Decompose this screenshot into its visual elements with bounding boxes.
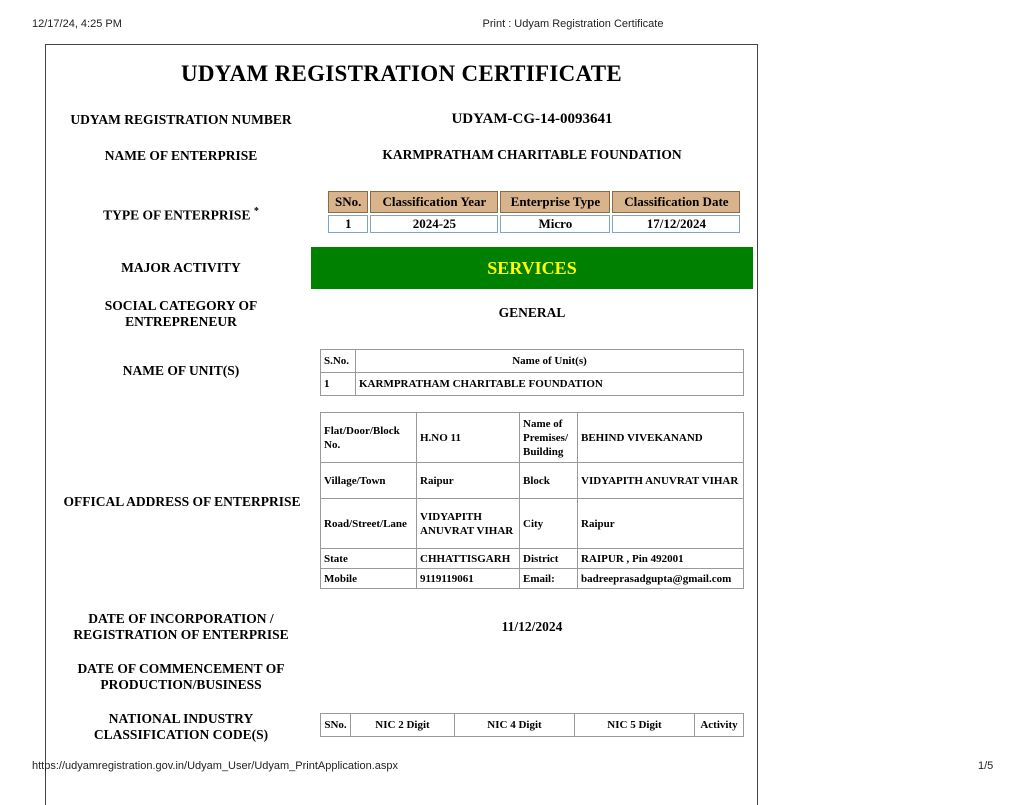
type-th-sno: SNo. [328,191,368,213]
address-row [321,463,744,499]
social-category: GENERAL [498,305,566,320]
nic-th-4digit: NIC 4 Digit [455,714,575,737]
nic-th-2digit: NIC 2 Digit [351,714,455,737]
reg-number: UDYAM-CG-14-0093641 [451,111,613,127]
commencement-label [58,661,304,693]
nic-table-header [321,714,744,737]
addr-premises-label: Name of Premises/ Building [520,413,578,463]
type-td-date: 17/12/2024 [612,215,740,233]
addr-city: Raipur [578,499,744,549]
print-page-number: 1/5 [978,760,994,772]
addr-road: VIDYAPITH ANUVRAT VIHAR [417,499,520,549]
addr-district: RAIPUR , Pin 492001 [578,549,744,569]
commencement-label-line2: PRODUCTION/BUSINESS [100,677,262,692]
units-th-name: Name of Unit(s) [356,350,744,373]
units-table-row [321,373,744,396]
addr-state-label: State [321,549,417,569]
social-category-label [58,298,304,330]
certificate-title: UDYAM REGISTRATION CERTIFICATE [180,61,622,86]
addr-village: Raipur [417,463,520,499]
major-activity-label: MAJOR ACTIVITY [121,260,241,275]
units-td-name: KARMPRATHAM CHARITABLE FOUNDATION [356,373,744,396]
address-table [320,412,744,589]
nic-th-sno: SNo. [321,714,351,737]
addr-mobile-label: Mobile [321,569,417,589]
type-table-row [328,215,740,233]
units-label: NAME OF UNIT(S) [122,363,240,378]
reg-number-label: UDYAM REGISTRATION NUMBER [70,112,292,127]
type-td-sno: 1 [328,215,368,233]
nic-th-5digit: NIC 5 Digit [575,714,695,737]
incorporation-label-line2: REGISTRATION OF ENTERPRISE [73,627,289,642]
address-row [321,413,744,463]
addr-district-label: District [520,549,578,569]
units-th-sno: S.No. [321,350,356,373]
enterprise-name-label: NAME OF ENTERPRISE [104,148,258,163]
addr-premises: BEHIND VIVEKANAND [578,413,744,463]
type-td-year: 2024-25 [370,215,498,233]
type-th-type: Enterprise Type [500,191,610,213]
addr-block-label: Block [520,463,578,499]
print-title: Print : Udyam Registration Certificate [482,18,664,30]
addr-email: badreeprasadgupta@gmail.com [578,569,744,589]
units-table [320,349,744,396]
commencement-label-line1: DATE OF COMMENCEMENT OF [77,661,285,676]
addr-flat-label: Flat/Door/Block No. [321,413,417,463]
addr-flat: H.NO 11 [417,413,520,463]
nic-label [58,711,304,743]
addr-village-label: Village/Town [321,463,417,499]
type-th-date: Classification Date [612,191,740,213]
type-td-type: Micro [500,215,610,233]
nic-table [320,713,744,737]
addr-road-label: Road/Street/Lane [321,499,417,549]
enterprise-name: KARMPRATHAM CHARITABLE FOUNDATION [382,147,682,162]
type-table-header [328,191,740,213]
major-activity-banner: SERVICES [311,247,753,289]
nic-th-activity: Activity [695,714,744,737]
units-table-header [321,350,744,373]
social-category-label-line1: SOCIAL CATEGORY OF [104,298,258,313]
addr-block: VIDYAPITH ANUVRAT VIHAR [578,463,744,499]
print-url: https://udyamregistration.gov.in/Udyam_User/Udyam_PrintApplication.aspx [32,760,399,772]
address-label: OFFICAL ADDRESS OF ENTERPRISE [63,494,301,509]
print-datetime: 12/17/24, 4:25 PM [32,18,122,30]
social-category-label-line2: ENTREPRENEUR [125,314,237,329]
type-table [326,189,742,235]
addr-state: CHHATTISGARH [417,549,520,569]
nic-label-line1: NATIONAL INDUSTRY [108,711,254,726]
type-label-text: TYPE OF ENTERPRISE [103,207,251,223]
address-row [321,499,744,549]
units-td-sno: 1 [321,373,356,396]
address-row [321,569,744,589]
incorporation-label-line1: DATE OF INCORPORATION / [88,611,274,626]
type-asterisk: * [253,206,259,217]
nic-label-line2: CLASSIFICATION CODE(S) [93,727,269,742]
incorporation-label [58,611,304,643]
addr-city-label: City [520,499,578,549]
incorporation-date: 11/12/2024 [501,619,563,634]
addr-email-label: Email: [520,569,578,589]
type-label [58,204,304,224]
type-th-year: Classification Year [370,191,498,213]
addr-mobile: 9119119061 [417,569,520,589]
address-row [321,549,744,569]
